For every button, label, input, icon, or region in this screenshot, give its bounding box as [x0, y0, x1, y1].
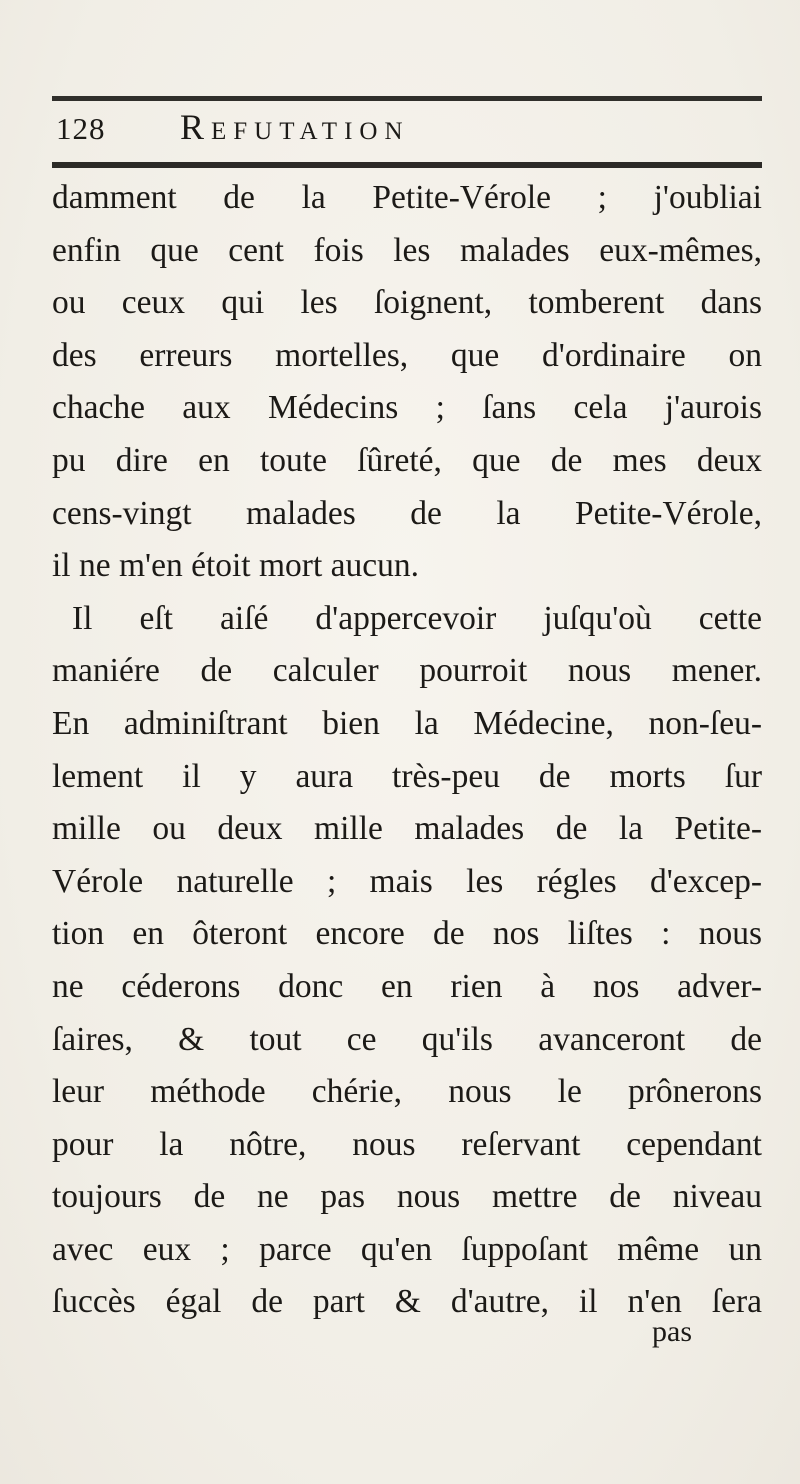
text-line: chache aux Médecins ; ſans cela j'aurois — [52, 389, 762, 427]
text-line: cens-vingt malades de la Petite-Vérole, — [52, 494, 762, 532]
running-title: Refutation — [180, 107, 410, 147]
page-number: 128 — [56, 111, 106, 146]
text-line: des erreurs mortelles, que d'ordinaire on — [52, 336, 762, 374]
text-line: ne céderons donc en rien à nos adver- — [52, 967, 762, 1005]
text-line: pu dire en toute ſûreté, que de mes deux — [52, 441, 762, 479]
text-line: En adminiſtrant bien la Médecine, non-ſeu- — [52, 704, 762, 742]
text-line: avec eux ; parce qu'en ſuppoſant même un — [52, 1230, 762, 1268]
text-line: Il eſt aiſé d'appercevoir juſqu'où cette — [72, 599, 762, 637]
text-line: pour la nôtre, nous reſervant cependant — [52, 1125, 762, 1163]
text-line: lement il y aura très-peu de morts ſur — [52, 757, 762, 795]
header-bottom-rule — [52, 162, 762, 168]
text-line: ſuccès égal de part & d'autre, il n'en ſera — [52, 1283, 762, 1321]
page-header — [56, 106, 762, 162]
text-line: Vérole naturelle ; mais les régles d'excep- — [52, 862, 762, 900]
text-line: ſaires, & tout ce qu'ils avanceront de — [52, 1020, 762, 1058]
text-line: il ne m'en étoit mort aucun. — [52, 547, 419, 585]
catchword: pas — [652, 1315, 692, 1348]
text-line: ou ceux qui les ſoignent, tomberent dans — [52, 284, 762, 322]
body-text — [52, 172, 762, 1329]
text-line: damment de la Petite-Vérole ; j'oubliai — [52, 179, 762, 216]
text-line: toujours de ne pas nous mettre de niveau — [52, 1178, 762, 1216]
header-top-rule — [52, 96, 762, 101]
text-line: enfin que cent fois les malades eux-mêmes, — [52, 231, 762, 269]
text-line: mille ou deux mille malades de la Petite- — [52, 810, 762, 848]
text-line: maniére de calculer pourroit nous mener. — [52, 652, 762, 690]
text-line: tion en ôteront encore de nos liſtes : nous — [52, 915, 762, 953]
text-line: leur méthode chérie, nous le prônerons — [52, 1073, 762, 1111]
